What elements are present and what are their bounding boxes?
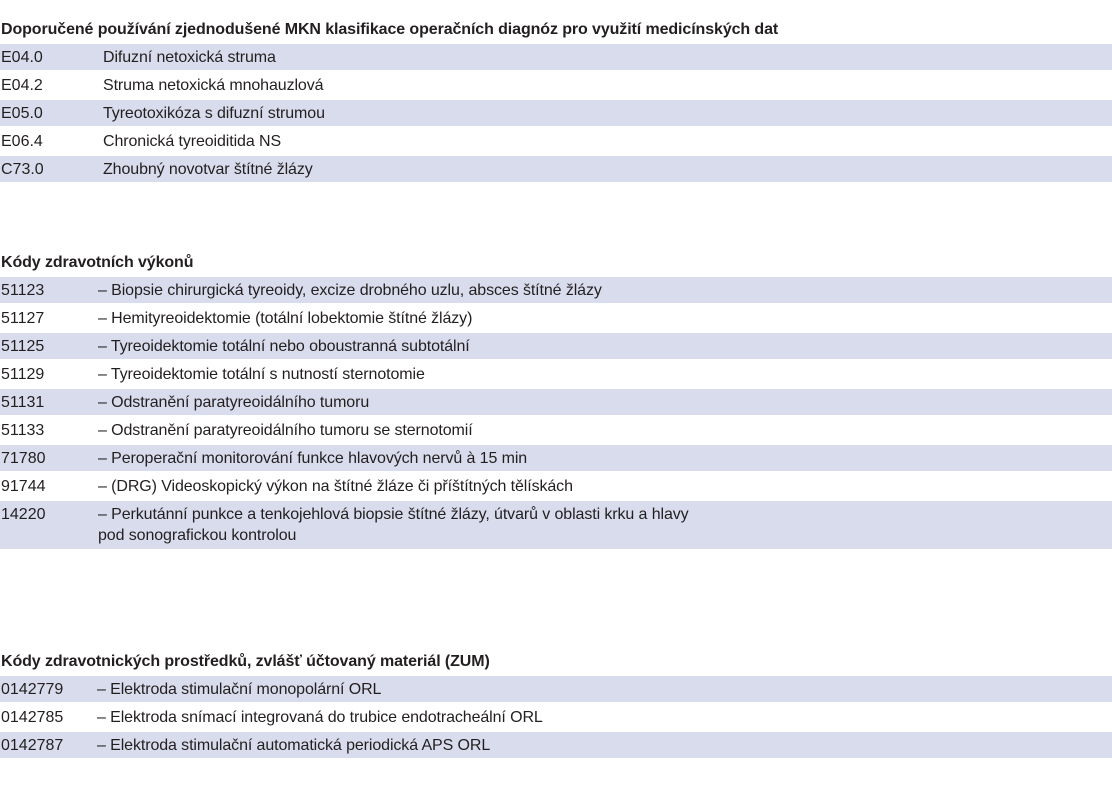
row-code: 51133 <box>1 422 45 439</box>
row-description: – Elektroda snímací integrovaná do trubice endotracheální ORL <box>97 709 543 726</box>
table-row <box>0 676 1112 702</box>
row-code: 14220 <box>1 506 46 523</box>
table-row <box>0 445 1112 471</box>
row-description: – Odstranění paratyreoidálního tumoru se sternotomií <box>98 422 473 439</box>
row-code: 71780 <box>1 450 46 467</box>
row-description: Struma netoxická mnohauzlová <box>103 77 324 94</box>
row-code: E04.0 <box>1 49 43 66</box>
table-row <box>0 333 1112 359</box>
row-code: 51127 <box>1 310 45 327</box>
row-description: – Peroperační monitorování funkce hlavových nervů à 15 min <box>98 450 528 467</box>
row-description: – Perkutánní punkce a tenkojehlová biopsie štítné žlázy, útvarů v oblasti krku a hlavy pod sonografickou kontrolou <box>98 506 689 544</box>
row-description: – Hemityreoidektomie (totální lobektomie štítné žlázy) <box>98 310 473 327</box>
section-procedures <box>0 253 1112 549</box>
row-description: Chronická tyreoiditida NS <box>103 133 282 150</box>
row-code: 51129 <box>1 366 45 383</box>
table-row <box>0 100 1112 126</box>
table-row <box>0 44 1112 70</box>
row-description: – Tyreoidektomie totální s nutností sternotomie <box>98 366 425 383</box>
table-row <box>0 732 1112 758</box>
row-description: – Biopsie chirurgická tyreoidy, excize drobného uzlu, absces štítné žlázy <box>98 282 602 299</box>
table-row <box>0 389 1112 415</box>
section-title: Kódy zdravotnických prostředků, zvlášť účtovaný materiál (ZUM) <box>1 653 490 670</box>
row-description: Zhoubný novotvar štítné žlázy <box>103 161 313 178</box>
table-row <box>0 128 1112 154</box>
row-code: 51131 <box>1 394 45 411</box>
table-row <box>0 501 1112 549</box>
table-row <box>0 277 1112 303</box>
row-description: – Tyreoidektomie totální nebo oboustranná subtotální <box>98 338 470 355</box>
row-code: 51123 <box>1 282 45 299</box>
table-row <box>0 473 1112 499</box>
row-code: E04.2 <box>1 77 43 94</box>
row-code: 91744 <box>1 478 46 495</box>
table-row <box>0 417 1112 443</box>
section-title: Doporučené používání zjednodušené MKN klasifikace operačních diagnóz pro využití medicínských dat <box>1 21 779 38</box>
table-row <box>0 704 1112 730</box>
row-code: E05.0 <box>1 105 43 122</box>
section-medical-devices <box>0 652 1112 758</box>
row-code: 51125 <box>1 338 45 355</box>
table-row <box>0 305 1112 331</box>
table-row <box>0 361 1112 387</box>
row-description: Difuzní netoxická struma <box>103 49 276 66</box>
row-code: C73.0 <box>1 161 44 178</box>
table-row <box>0 156 1112 182</box>
row-description: – Elektroda stimulační monopolární ORL <box>97 681 382 698</box>
row-code: E06.4 <box>1 133 43 150</box>
row-description: Tyreotoxikóza s difuzní strumou <box>103 105 325 122</box>
row-code: 0142785 <box>1 709 64 726</box>
row-description: – Odstranění paratyreoidálního tumoru <box>98 394 370 411</box>
section-diagnoses <box>0 20 1112 182</box>
row-code: 0142779 <box>1 681 64 698</box>
table-row <box>0 72 1112 98</box>
row-description: – Elektroda stimulační automatická periodická APS ORL <box>97 737 491 754</box>
section-title: Kódy zdravotních výkonů <box>1 254 194 271</box>
row-description: – (DRG) Videoskopický výkon na štítné žláze či příštítných tělískách <box>98 478 573 495</box>
row-code: 0142787 <box>1 737 64 754</box>
